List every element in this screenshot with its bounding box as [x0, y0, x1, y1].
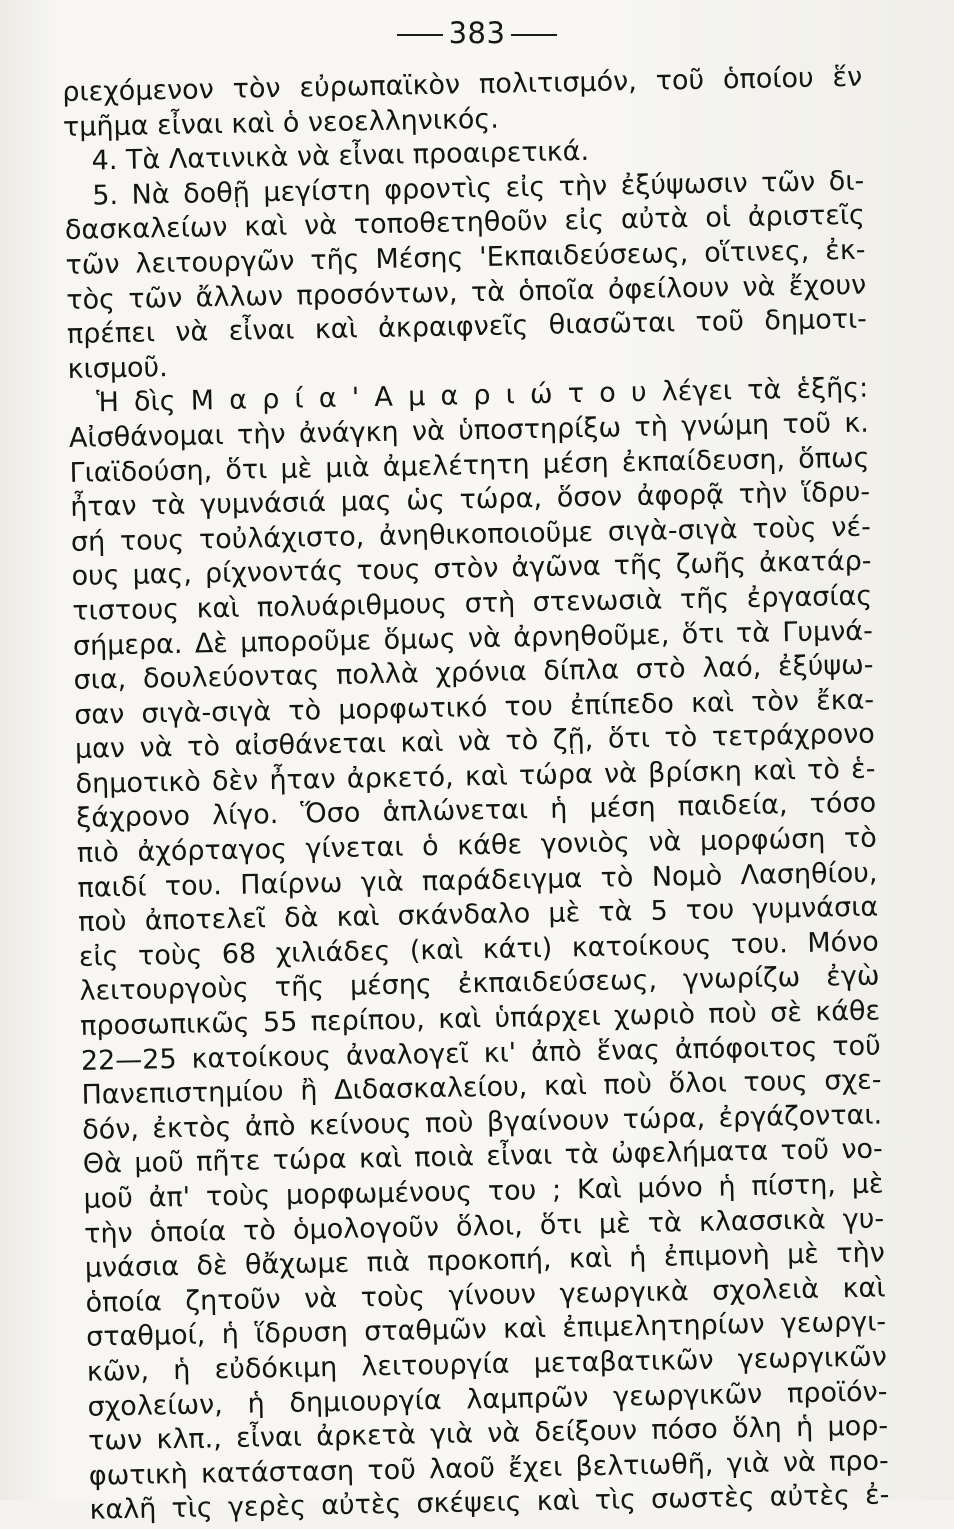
- text-line: τὸς τῶν ἄλλων προσόντων, τὰ ὁποῖα ὀφείλουν νὰ ἔχουν: [66, 269, 867, 316]
- text-line: ποὺ ἀποτελεῖ δὰ καὶ σκάνδαλο μὲ τὰ 5 του γυμνάσια: [77, 891, 879, 939]
- page-number: [0, 16, 954, 50]
- text-line: εἰς τοὺς 68 χιλιάδες (καὶ κάτι) κατοίκους του. Μόνο: [78, 926, 880, 973]
- page-number-text: 383: [448, 16, 506, 50]
- text-line: πιὸ ἀχόρταγος γίνεται ὁ κάθε γονιὸς νὰ μορφώση τὸ: [76, 822, 878, 869]
- text-line: μνάσια δὲ θἄχωμε πιὰ προκοπή, καὶ ἡ ἐπιμονὴ μὲ τὴν: [84, 1237, 886, 1284]
- text-line: κισμοῦ.: [67, 351, 168, 385]
- text-line: σταθμοί, ἡ ἵδρυση σταθμῶν καὶ ἐπιμελητηρίων γεωργι-: [85, 1306, 887, 1354]
- page-number-dash-left: [397, 34, 443, 36]
- text-line: σήμερα. Δὲ μποροῦμε ὅμως νὰ ἀρνηθοῦμε, ὅτι τὰ Γυμνά-: [72, 615, 874, 662]
- text-line: προσωπικῶς 55 περίπου, καὶ ὑπάρχει χωριὸ ποὺ σὲ κάθε: [79, 995, 881, 1042]
- text-line: παιδί του. Παίρνω γιὰ παράδειγμα τὸ Νομὸ Λασηθίου,: [77, 857, 878, 904]
- text-line: 4. Τὰ Λατινικὰ νὰ εἶναι προαιρετικά.: [91, 136, 590, 177]
- text-line: τιστους καὶ πολυάριθμους στὴ στενωσιὰ τῆς ἐργασίας: [71, 580, 873, 627]
- text-line: λειτουργοὺς τῆς μέσης ἐκπαιδεύσεως, γνωρίζω ἐγὼ: [79, 960, 880, 1008]
- text-line: Ἡ δὶς Μ α ρ ί α ' Α μ α ρ ι ώ τ ο υ λέγει τὰ ἑξῆς:: [95, 372, 869, 419]
- text-line: μαν νὰ τὸ αἰσθάνεται καὶ νὰ τὸ ζῇ, ὅτι τὸ τετράχρονο: [74, 718, 876, 766]
- text-line: πρέπει νὰ εἶναι καὶ ἀκραιφνεῖς θιασῶται τοῦ δημοτι-: [66, 303, 868, 351]
- text-line: δασκαλείων καὶ νὰ τοποθετηθοῦν εἰς αὐτὰ οἱ ἀριστεῖς: [64, 199, 866, 247]
- text-line: ξάχρονο λίγο. Ὅσο ἁπλώνεται ἡ μέση παιδεία, τόσο: [75, 787, 877, 835]
- text-line: σια, δουλεύοντας πολλὰ χρόνια δίπλα στὸ λαό, ἐξύψω-: [73, 649, 874, 696]
- text-line: Πανεπιστημίου ἢ Διδασκαλείου, καὶ ποὺ ὅλοι τους σχε-: [81, 1064, 882, 1112]
- page-number-dash-right: [511, 34, 557, 36]
- text-line: ὁποία ζητοῦν νὰ τοὺς γίνουν γεωργικὰ σχολειὰ καὶ: [85, 1272, 886, 1319]
- text-line: ριεχόμενον τὸν εὐρωπαϊκὸν πολιτισμόν, τοῦ ὁποίου ἕν: [62, 61, 863, 108]
- text-line: κῶν, ἡ εὐδόκιμη λειτουργία μεταβατικῶν γεωργικῶν: [86, 1341, 888, 1388]
- text-line: των κλπ., εἶναι ἀρκετὰ γιὰ νὰ δείξουν πόσο ὅλη ἡ μορ-: [87, 1410, 889, 1457]
- text-line: 22—25 κατοίκους ἀναλογεῖ κι' ἀπὸ ἕνας ἀπόφοιτος τοῦ: [80, 1030, 882, 1077]
- text-line: καλῆ τὶς γερὲς αὐτὲς σκέψεις καὶ τὶς σωστὲς αὐτὲς ἐ-: [89, 1479, 890, 1527]
- text-line: τὴν ὁποία τὸ ὁμολογοῦν ὅλοι, ὅτι μὲ τὰ κλασσικὰ γυ-: [83, 1203, 885, 1250]
- text-line: Γιαϊδούση, ὅτι μὲ μιὰ ἀμελέτητη μέση ἐκπαίδευση, ὅπως: [69, 442, 870, 489]
- text-line: τμῆμα εἶναι καὶ ὁ νεοελληνικός.: [62, 103, 500, 143]
- text-line: φωτικὴ κατάσταση τοῦ λαοῦ ἔχει βελτιωθῆ, γιὰ νὰ προ-: [88, 1445, 890, 1492]
- text-line: δόν, ἐκτὸς ἀπὸ κείνους ποὺ βγαίνουν τώρα, ἐργάζονται.: [81, 1099, 883, 1146]
- text-line: μοῦ ἀπ' τοὺς μορφωμένους του ; Καὶ μόνο ἡ πίστη, μὲ: [83, 1168, 884, 1215]
- text-line: Αἰσθάνομαι τὴν ἀνάγκη νὰ ὑποστηρίξω τὴ γνώμη τοῦ κ.: [68, 407, 870, 454]
- text-line: ἦταν τὰ γυμνάσιά μας ὡς τώρα, ὅσον ἀφορᾷ τὴν ἵδρυ-: [69, 476, 871, 524]
- text-line: σή τους τοὐλάχιστο, ἀνηθικοποιοῦμε σιγὰ-σιγὰ τοὺς νέ-: [70, 511, 872, 558]
- text-line: ους μας, ρίχνοντάς τους στὸν ἀγῶνα τῆς ζωῆς ἀκατάρ-: [71, 545, 872, 593]
- text-line: Θὰ μοῦ πῆτε τώρα καὶ ποιὰ εἶναι τὰ ὠφελήματα τοῦ νο-: [82, 1133, 884, 1181]
- text-line: δημοτικὸ δὲν ἦταν ἀρκετό, καὶ τώρα νὰ βρίσκη καὶ τὸ ἑ-: [75, 753, 876, 800]
- text-line: 5. Νὰ δοθῇ μεγίστη φροντὶς εἰς τὴν ἐξύψωσιν τῶν δι-: [92, 165, 865, 212]
- text-line: σχολείων, ἡ δημιουργία λαμπρῶν γεωργικῶν προϊόν-: [87, 1375, 888, 1423]
- text-line: τῶν λειτουργῶν τῆς Μέσης 'Εκπαιδεύσεως, οἵτινες, ἐκ-: [65, 234, 866, 281]
- text-line: σαν σιγὰ-σιγὰ τὸ μορφωτικό του ἐπίπεδο καὶ τὸν ἔκα-: [73, 684, 875, 731]
- body-text: [62, 61, 890, 1529]
